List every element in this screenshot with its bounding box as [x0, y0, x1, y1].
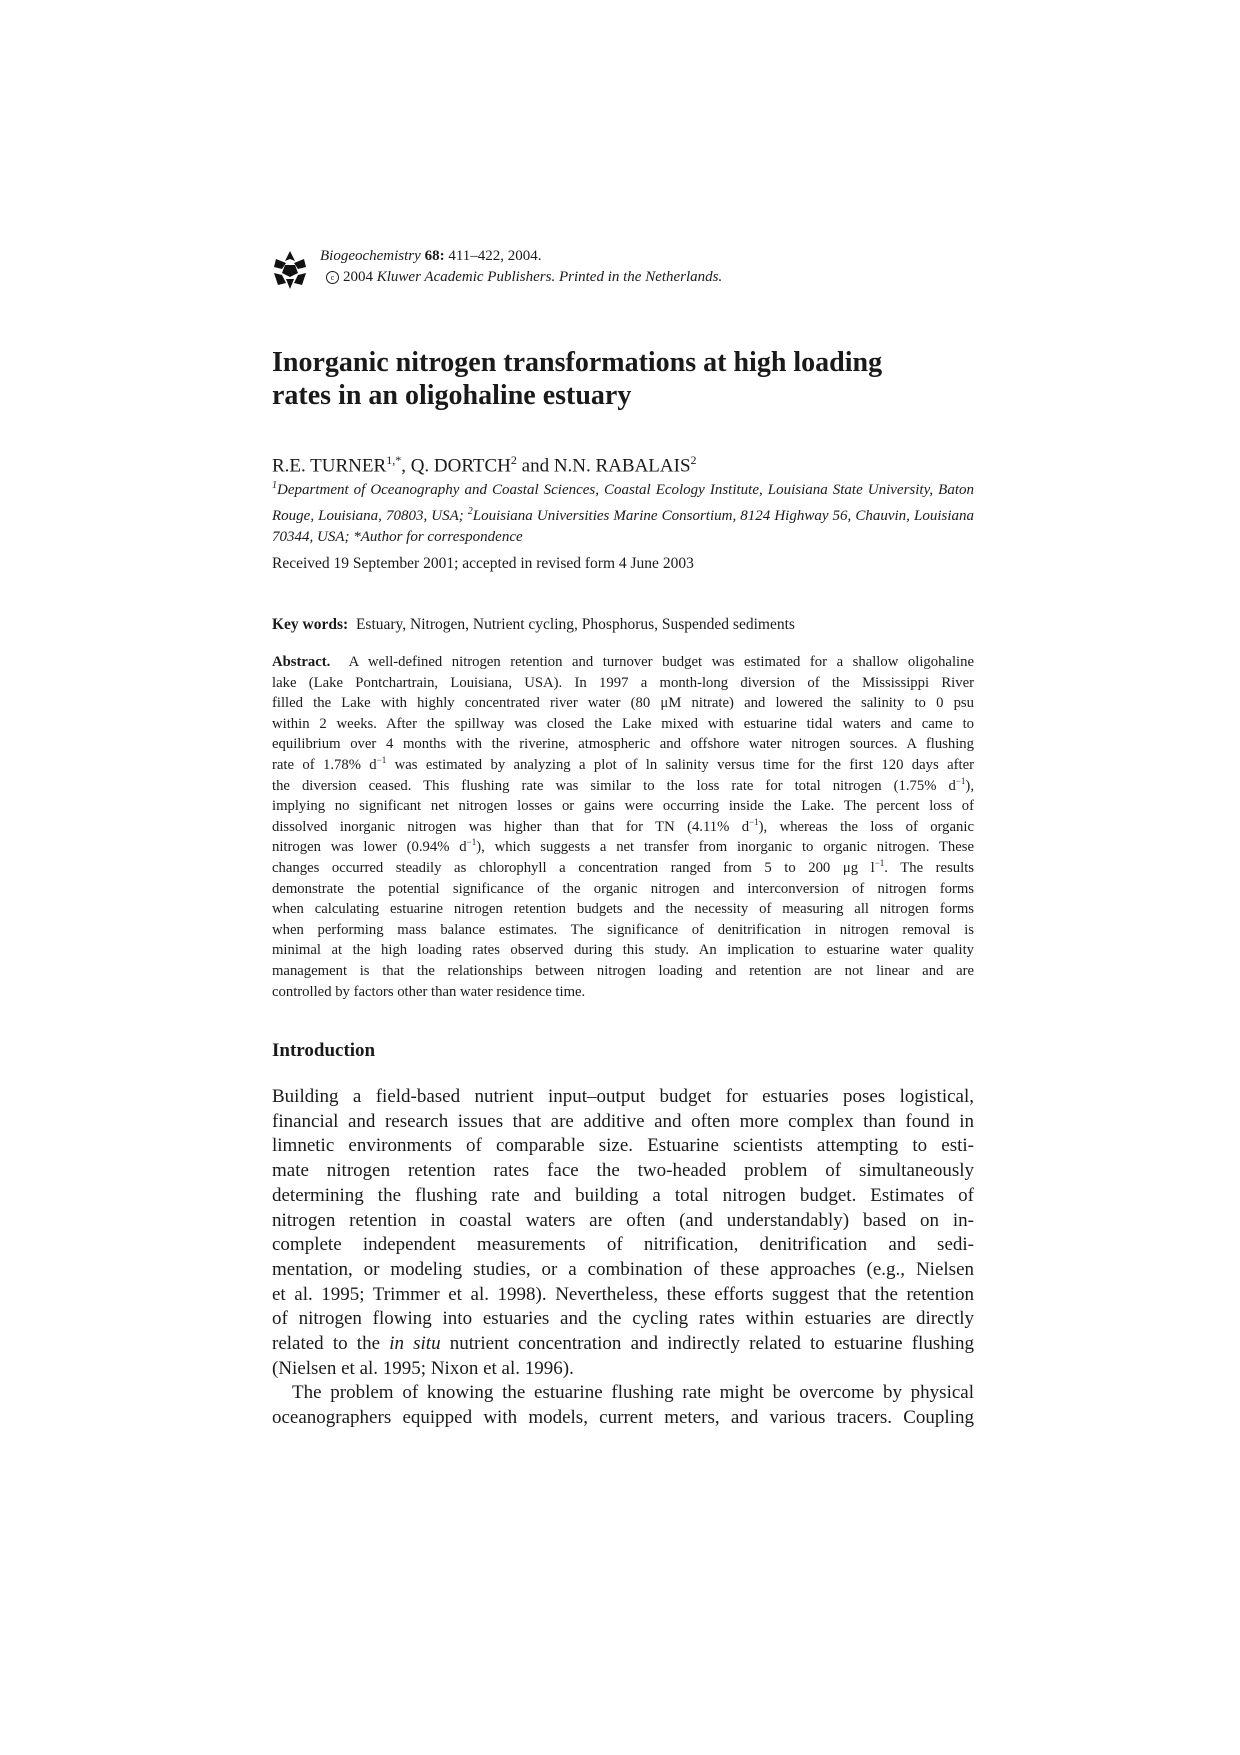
abstract-line: management is that the relationships between nitrogen loading and retention are not linear and are: [272, 962, 974, 979]
copyright-line: [320, 268, 722, 286]
body-line: financial and research issues that are additive and often more complex than found in: [272, 1110, 974, 1132]
body-line: oceanographers equipped with models, current meters, and various tracers. Coupling: [272, 1407, 974, 1429]
abstract-line: when calculating estuarine nitrogen retention budgets and the necessity of measuring all nitrogen forms: [272, 901, 974, 918]
title-line: Inorganic nitrogen transformations at high loading: [272, 347, 883, 378]
body-line: nitrogen retention in coastal waters are often (and understandably) based on in-: [272, 1209, 974, 1231]
journal-pages-year: 411–422, 2004.: [448, 248, 542, 264]
body-text: related to the: [272, 1333, 390, 1355]
affiliation-mark: 1: [272, 480, 277, 491]
body-line: limnetic environments of comparable size. Estuarine scientists attempting to esti-: [272, 1135, 974, 1157]
abstract-line: [272, 652, 974, 673]
abstract-line: minimal at the high loading rates observed during this study. An implication to estuarine water quality: [272, 942, 974, 959]
affiliation-mark: 2: [467, 506, 473, 517]
article-title: [272, 346, 974, 412]
abstract-text: was estimated by analyzing a plot of ln salinity versus time for the first 120 days after: [386, 756, 974, 773]
journal-citation: [320, 247, 542, 265]
abstract-line: [272, 755, 974, 776]
keywords: [272, 615, 795, 635]
superscript: −1: [955, 775, 966, 786]
author-separator: and: [516, 455, 554, 477]
abstract-line: filled the Lake with highly concentrated river water (80 μM nitrate) and lowered the salinity to 0 psu: [272, 695, 974, 712]
abstract-line: when performing mass balance estimates. The significance of denitrification in nitrogen removal is: [272, 921, 974, 938]
author-affiliation-mark: 1,*: [386, 453, 402, 467]
body-line: Building a field-based nutrient input–output budget for estuaries poses logistical,: [272, 1086, 974, 1107]
superscript: −1: [376, 755, 387, 766]
abstract-line: [272, 817, 974, 838]
abstract-line: within 2 weeks. After the spillway was closed the Lake mixed with estuarine tidal waters and came to: [272, 715, 974, 732]
body-text: nutrient concentration and indirectly related to estuarine flushing: [440, 1333, 974, 1355]
abstract-text: the diversion ceased. This flushing rate was similar to the loss rate for total nitrogen (1.75% d: [272, 777, 956, 794]
publisher-text: Kluwer Academic Publishers. Printed in the Netherlands.: [376, 269, 723, 285]
body-line: determining the flushing rate and building a total nitrogen budget. Estimates of: [272, 1184, 974, 1206]
section-heading: Introduction: [272, 1040, 376, 1061]
author-name: Q. DORTCH: [410, 455, 511, 477]
affiliation-text: Department of Oceanography and Coastal Sciences, Coastal Ecology Institute, Louisiana State University, Baton Rouge, Louisiana, 70803, USA;: [272, 482, 974, 524]
abstract-text: ),: [965, 777, 974, 794]
abstract-line: [272, 837, 974, 858]
journal-header: [272, 247, 974, 291]
author-name: N.N. RABALAIS: [553, 455, 691, 477]
copyright-icon: c: [326, 271, 339, 284]
superscript: −1: [874, 858, 885, 869]
abstract-text: ), which suggests a net transfer from inorganic to organic nitrogen. These: [476, 839, 975, 856]
abstract-text: rate of 1.78% d: [272, 756, 377, 773]
abstract-line: [272, 776, 974, 797]
copyright-year: 2004: [343, 269, 373, 285]
abstract-label: Abstract.: [272, 654, 331, 670]
author-separator: ,: [401, 455, 411, 477]
journal-volume: 68:: [424, 248, 445, 264]
body-line: complete independent measurements of nitrification, denitrification and sedi-: [272, 1234, 974, 1256]
body-line: (Nielsen et al. 1995; Nixon et al. 1996).: [272, 1357, 574, 1379]
abstract-line: equilibrium over 4 months with the riverine, atmospheric and offshore water nitrogen sources. A flushing: [272, 736, 974, 753]
abstract-text: dissolved inorganic nitrogen was higher than that for TN (4.11% d: [272, 818, 750, 835]
abstract-line: lake (Lake Pontchartrain, Louisiana, USA). In 1997 a month-long diversion of the Mississippi River: [272, 674, 974, 691]
superscript: −1: [749, 816, 759, 827]
keywords-label: Key words:: [272, 616, 349, 633]
keywords-text: Estuary, Nitrogen, Nutrient cycling, Phosphorus, Suspended sediments: [355, 616, 795, 633]
received-dates: Received 19 September 2001; accepted in revised form 4 June 2003: [272, 555, 694, 572]
publisher-logo-icon: [272, 249, 308, 289]
abstract-line: demonstrate the potential significance of the organic nitrogen and interconversion of nitrogen forms: [272, 880, 974, 897]
body-line: [272, 1332, 974, 1357]
abstract-text: . The results: [884, 859, 974, 876]
abstract-line: implying no significant net nitrogen losses or gains were occurring inside the Lake. The percent loss of: [272, 798, 974, 815]
body-line: of nitrogen flowing into estuaries and the cycling rates within estuaries are directly: [272, 1308, 974, 1330]
introduction-body: [272, 1085, 974, 1431]
superscript: −1: [466, 837, 477, 848]
body-line: mentation, or modeling studies, or a combination of these approaches (e.g., Nielsen: [272, 1258, 974, 1280]
abstract-text: changes occurred steadily as chlorophyll a concentration ranged from 5 to 200 μg l: [272, 859, 875, 876]
author-affiliation-mark: 2: [690, 453, 697, 467]
abstract: [272, 652, 974, 1002]
affiliations: [272, 475, 974, 548]
body-line: The problem of knowing the estuarine flushing rate might be overcome by physical: [292, 1382, 974, 1404]
italic-term: in situ: [389, 1333, 441, 1355]
abstract-text: ), whereas the loss of organic: [758, 818, 974, 835]
abstract-line: controlled by factors other than water residence time.: [272, 983, 586, 1000]
author-affiliation-mark: 2: [510, 453, 517, 467]
abstract-text: A well-defined nitrogen retention and turnover budget was estimated for a shallow oligohaline: [348, 654, 974, 670]
journal-name: Biogeochemistry: [320, 248, 421, 264]
affiliation-text: Louisiana Universities Marine Consortium, 8124 Highway 56, Chauvin, Louisiana 70344, USA; *Author for correspondence: [272, 508, 974, 545]
title-line: rates in an oligohaline estuary: [272, 380, 632, 411]
abstract-line: [272, 858, 974, 879]
body-line: mate nitrogen retention rates face the two-headed problem of simultaneously: [272, 1160, 974, 1182]
author-name: R.E. TURNER: [272, 455, 387, 477]
body-line: et al. 1995; Trimmer et al. 1998). Nevertheless, these efforts suggest that the retention: [272, 1283, 974, 1305]
abstract-text: nitrogen was lower (0.94% d: [272, 839, 467, 856]
author-list: [272, 449, 697, 477]
